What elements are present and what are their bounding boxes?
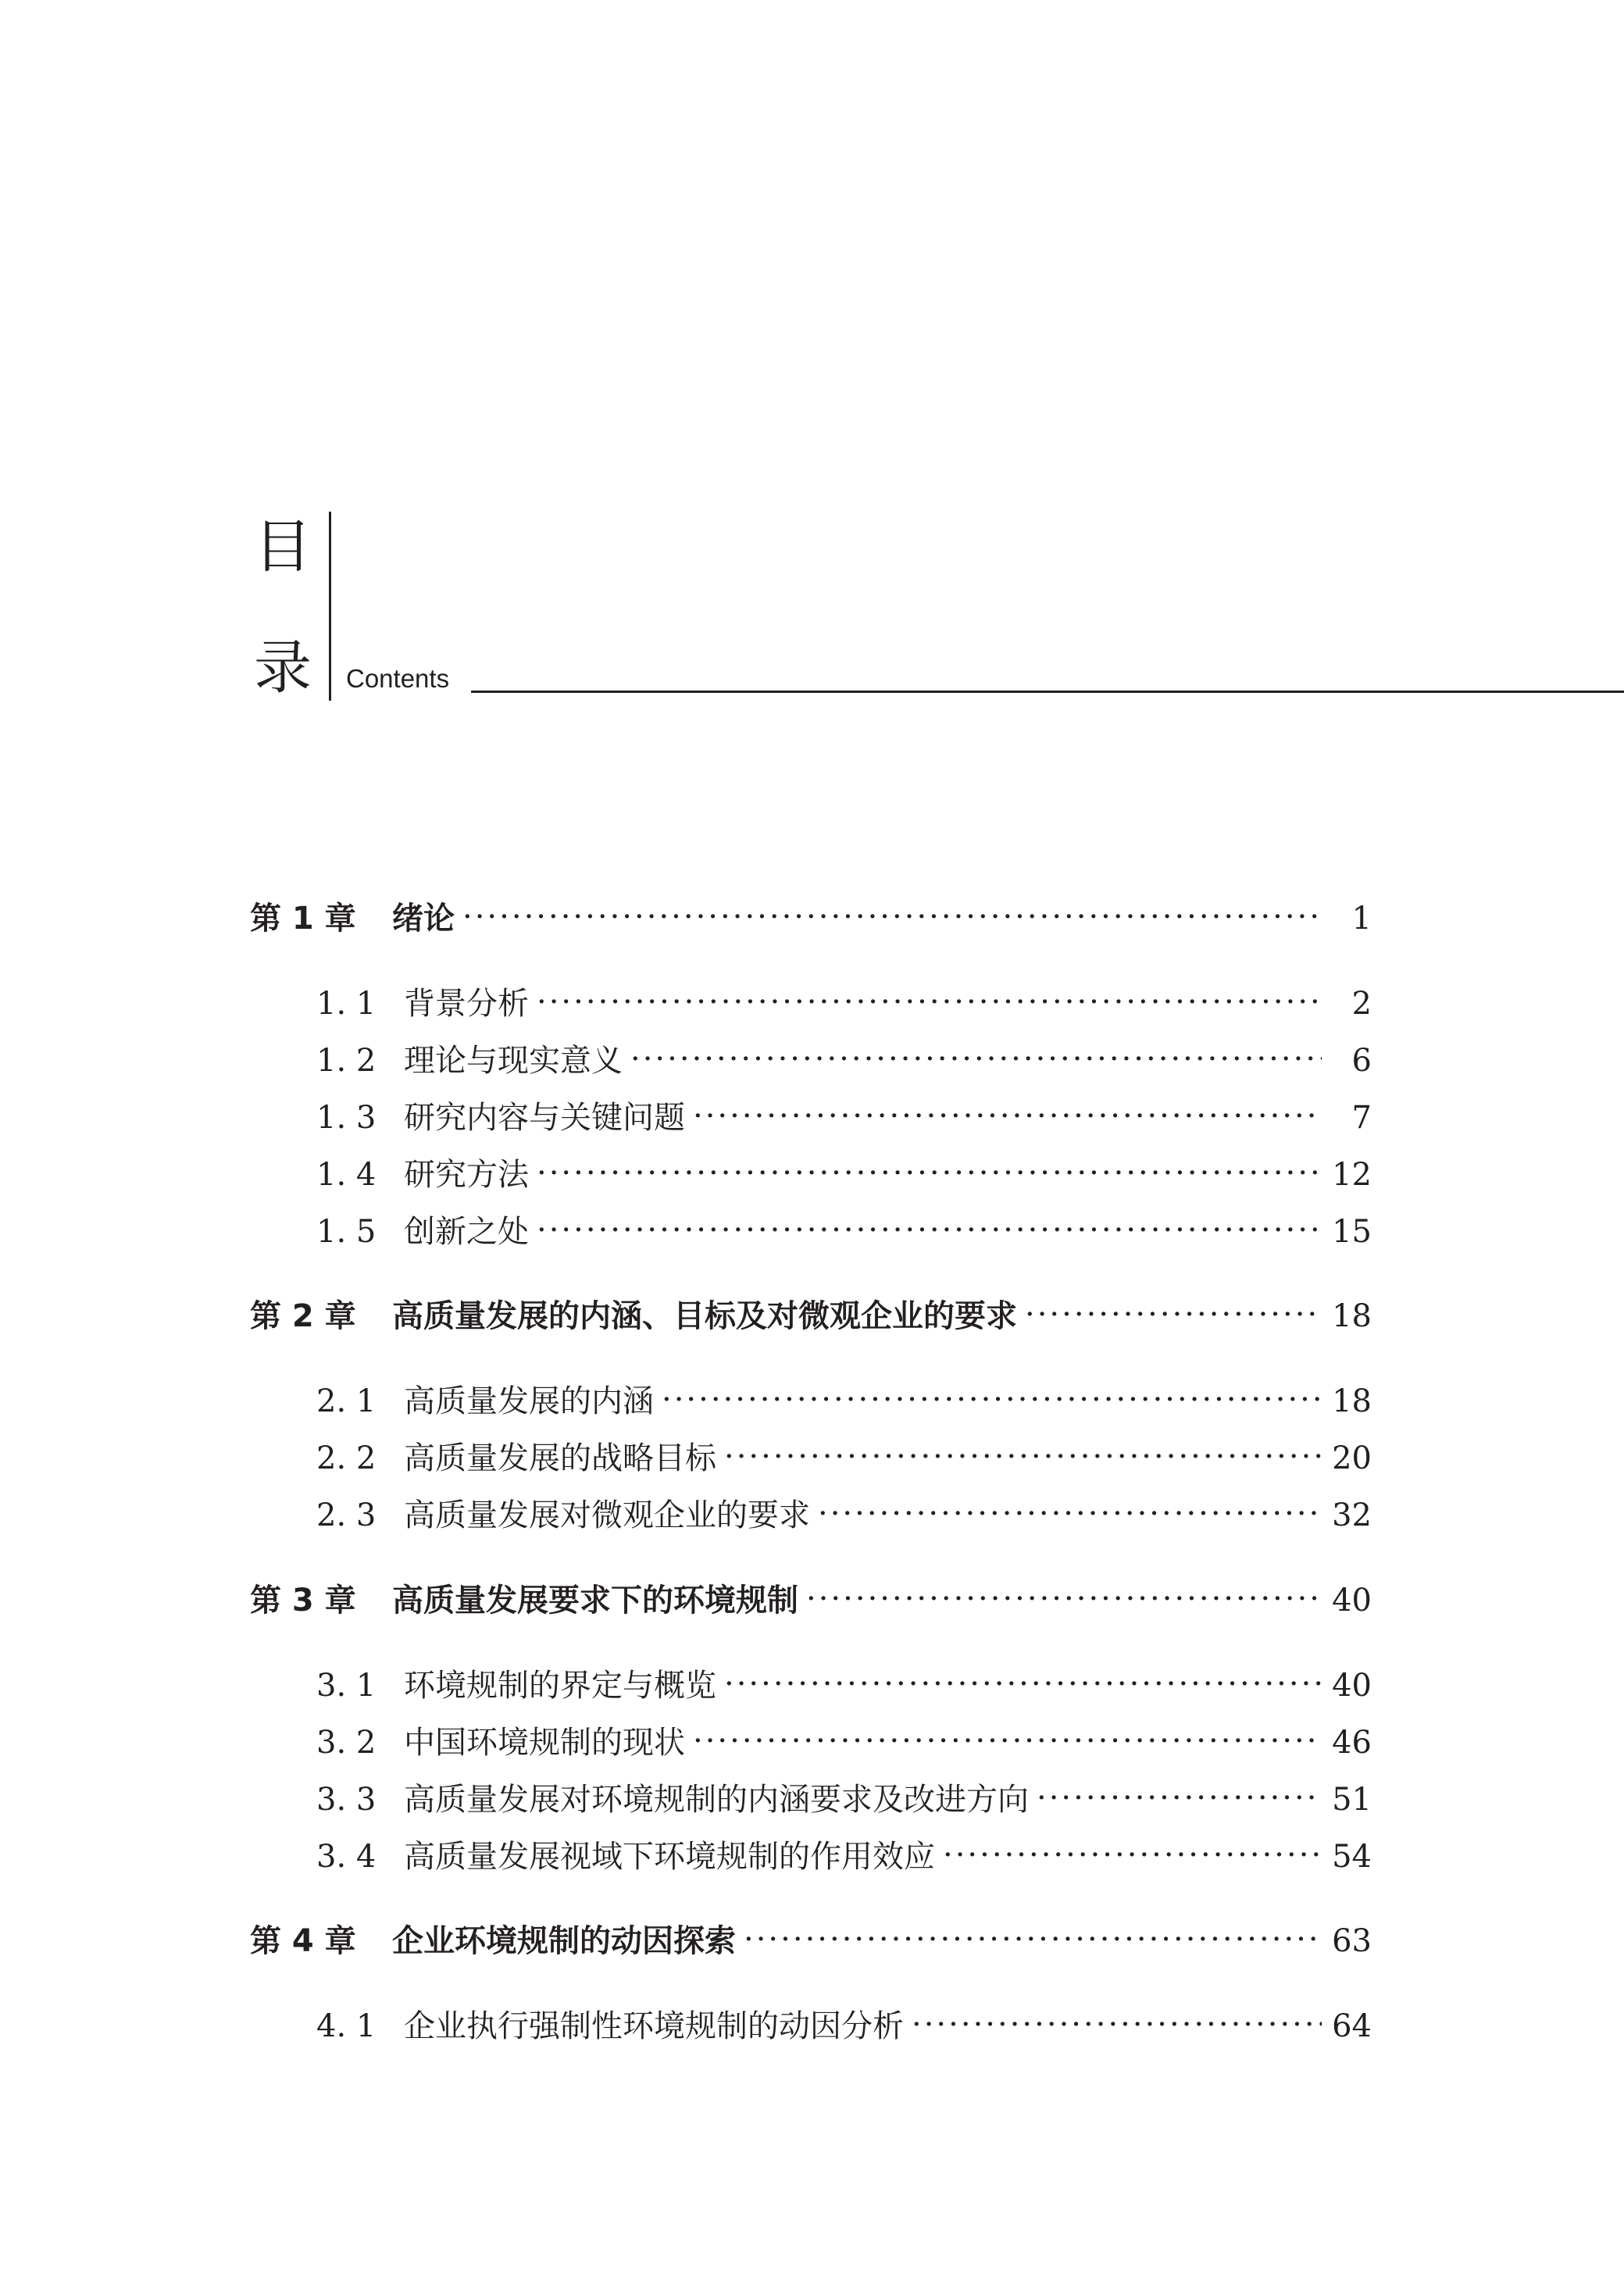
toc-entry-title: 高质量发展的内涵、目标及对微观企业的要求 <box>392 1298 1017 1334</box>
header-char-lu: 录 <box>254 634 312 701</box>
toc-entry-page-number: 1 <box>1351 901 1372 937</box>
toc-entry-number: 1. 4 <box>316 1157 377 1193</box>
header-contents-label: Contents <box>346 664 450 693</box>
toc-chapter-entry[interactable] <box>250 897 1372 940</box>
toc-section-entry[interactable] <box>250 1835 1372 1879</box>
toc-section-entry[interactable] <box>250 1096 1372 1140</box>
toc-entry-title: 背景分析 <box>404 986 529 1022</box>
toc-entry-number: 1. 1 <box>316 986 377 1022</box>
toc-section-entry[interactable] <box>250 1494 1372 1537</box>
toc-chapter-entry[interactable] <box>250 1919 1372 1963</box>
toc-dot-leader <box>912 2003 1322 2047</box>
toc-section-entry[interactable] <box>250 1210 1372 1254</box>
toc-entry-title: 高质量发展要求下的环境规制 <box>392 1583 798 1619</box>
toc-dot-leader <box>1025 1293 1322 1337</box>
toc-entry-number: 4. 1 <box>316 2008 377 2044</box>
toc-entry-page-number: 54 <box>1332 1839 1372 1875</box>
toc-dot-leader <box>724 1662 1322 1706</box>
toc-section-entry[interactable] <box>250 1778 1372 1822</box>
toc-dot-leader <box>462 895 1322 939</box>
toc-dot-leader <box>744 1918 1322 1961</box>
toc-entry-page-number: 6 <box>1351 1043 1372 1079</box>
toc-chapter-entry[interactable] <box>250 1579 1372 1622</box>
toc-section-entry[interactable] <box>250 1437 1372 1480</box>
toc-entry-title: 高质量发展的战略目标 <box>404 1440 716 1476</box>
header-char-mu: 目 <box>254 513 312 580</box>
toc-dot-leader <box>724 1435 1322 1479</box>
toc-dot-leader <box>537 980 1322 1024</box>
toc-section-entry[interactable] <box>250 1039 1372 1083</box>
toc-dot-leader <box>806 1577 1322 1621</box>
toc-entry-title: 高质量发展的内涵 <box>404 1383 654 1419</box>
toc-dot-leader <box>537 1208 1322 1252</box>
toc-dot-leader <box>537 1151 1322 1195</box>
toc-entry-number: 2. 2 <box>316 1440 377 1476</box>
toc-dot-leader <box>630 1037 1322 1081</box>
toc-entry-number: 2. 1 <box>316 1383 377 1419</box>
toc-entry-number: 第 1 章 <box>250 901 356 937</box>
toc-entry-page-number: 20 <box>1332 1440 1372 1476</box>
toc-entry-number: 3. 4 <box>316 1839 377 1875</box>
toc-entry-number: 第 4 章 <box>250 1923 356 1959</box>
toc-entry-title: 理论与现实意义 <box>404 1043 623 1079</box>
toc-entry-page-number: 7 <box>1351 1100 1372 1136</box>
toc-entry-page-number: 51 <box>1332 1782 1372 1818</box>
toc-entry-page-number: 12 <box>1332 1157 1372 1193</box>
toc-entry-title: 企业执行强制性环境规制的动因分析 <box>404 2008 904 2044</box>
header-vertical-rule <box>329 512 331 701</box>
toc-entry-number: 1. 2 <box>316 1043 377 1079</box>
toc-section-entry[interactable] <box>250 1153 1372 1197</box>
toc-dot-leader <box>693 1094 1322 1138</box>
toc-entry-page-number: 40 <box>1332 1668 1372 1704</box>
toc-entry-title: 创新之处 <box>404 1214 529 1250</box>
toc-entry-page-number: 40 <box>1332 1583 1372 1619</box>
toc-section-entry[interactable] <box>250 1664 1372 1708</box>
toc-entry-title: 绪论 <box>392 901 455 937</box>
toc-entry-page-number: 32 <box>1332 1497 1372 1533</box>
toc-dot-leader <box>943 1833 1322 1877</box>
toc-section-entry[interactable] <box>250 2004 1372 2048</box>
toc-entry-page-number: 15 <box>1332 1214 1372 1250</box>
toc-chapter-entry[interactable] <box>250 1294 1372 1338</box>
toc-entry-title: 中国环境规制的现状 <box>404 1725 685 1761</box>
toc-dot-leader <box>693 1719 1322 1763</box>
toc-entry-number: 第 3 章 <box>250 1583 356 1619</box>
toc-entry-number: 1. 3 <box>316 1100 377 1136</box>
toc-entry-title: 环境规制的界定与概览 <box>404 1668 716 1704</box>
toc-section-entry[interactable] <box>250 1379 1372 1423</box>
toc-dot-leader <box>662 1378 1322 1422</box>
toc-entry-number: 2. 3 <box>316 1497 377 1533</box>
toc-entry-number: 3. 3 <box>316 1782 377 1818</box>
toc-entry-number: 1. 5 <box>316 1214 377 1250</box>
toc-entry-title: 高质量发展对微观企业的要求 <box>404 1497 810 1533</box>
toc-entry-page-number: 18 <box>1332 1383 1372 1419</box>
toc-section-entry[interactable] <box>250 982 1372 1026</box>
toc-entry-page-number: 63 <box>1332 1923 1372 1959</box>
toc-entry-title: 企业环境规制的动因探索 <box>392 1923 736 1959</box>
header-horizontal-rule <box>471 691 1624 693</box>
toc-entry-page-number: 2 <box>1351 986 1372 1022</box>
toc-entry-page-number: 18 <box>1332 1298 1372 1334</box>
toc-entry-page-number: 46 <box>1332 1725 1372 1761</box>
toc-entry-page-number: 64 <box>1332 2008 1372 2044</box>
toc-entry-number: 3. 2 <box>316 1725 377 1761</box>
toc-entry-number: 第 2 章 <box>250 1298 356 1334</box>
toc-dot-leader <box>1037 1776 1322 1820</box>
toc-entry-title: 研究方法 <box>404 1157 529 1193</box>
toc-entry-title: 高质量发展对环境规制的内涵要求及改进方向 <box>404 1782 1029 1818</box>
toc-entry-title: 高质量发展视域下环境规制的作用效应 <box>404 1839 935 1875</box>
toc-entry-number: 3. 1 <box>316 1668 377 1704</box>
toc-entry-title: 研究内容与关键问题 <box>404 1100 685 1136</box>
toc-dot-leader <box>818 1492 1322 1536</box>
toc-section-entry[interactable] <box>250 1721 1372 1765</box>
